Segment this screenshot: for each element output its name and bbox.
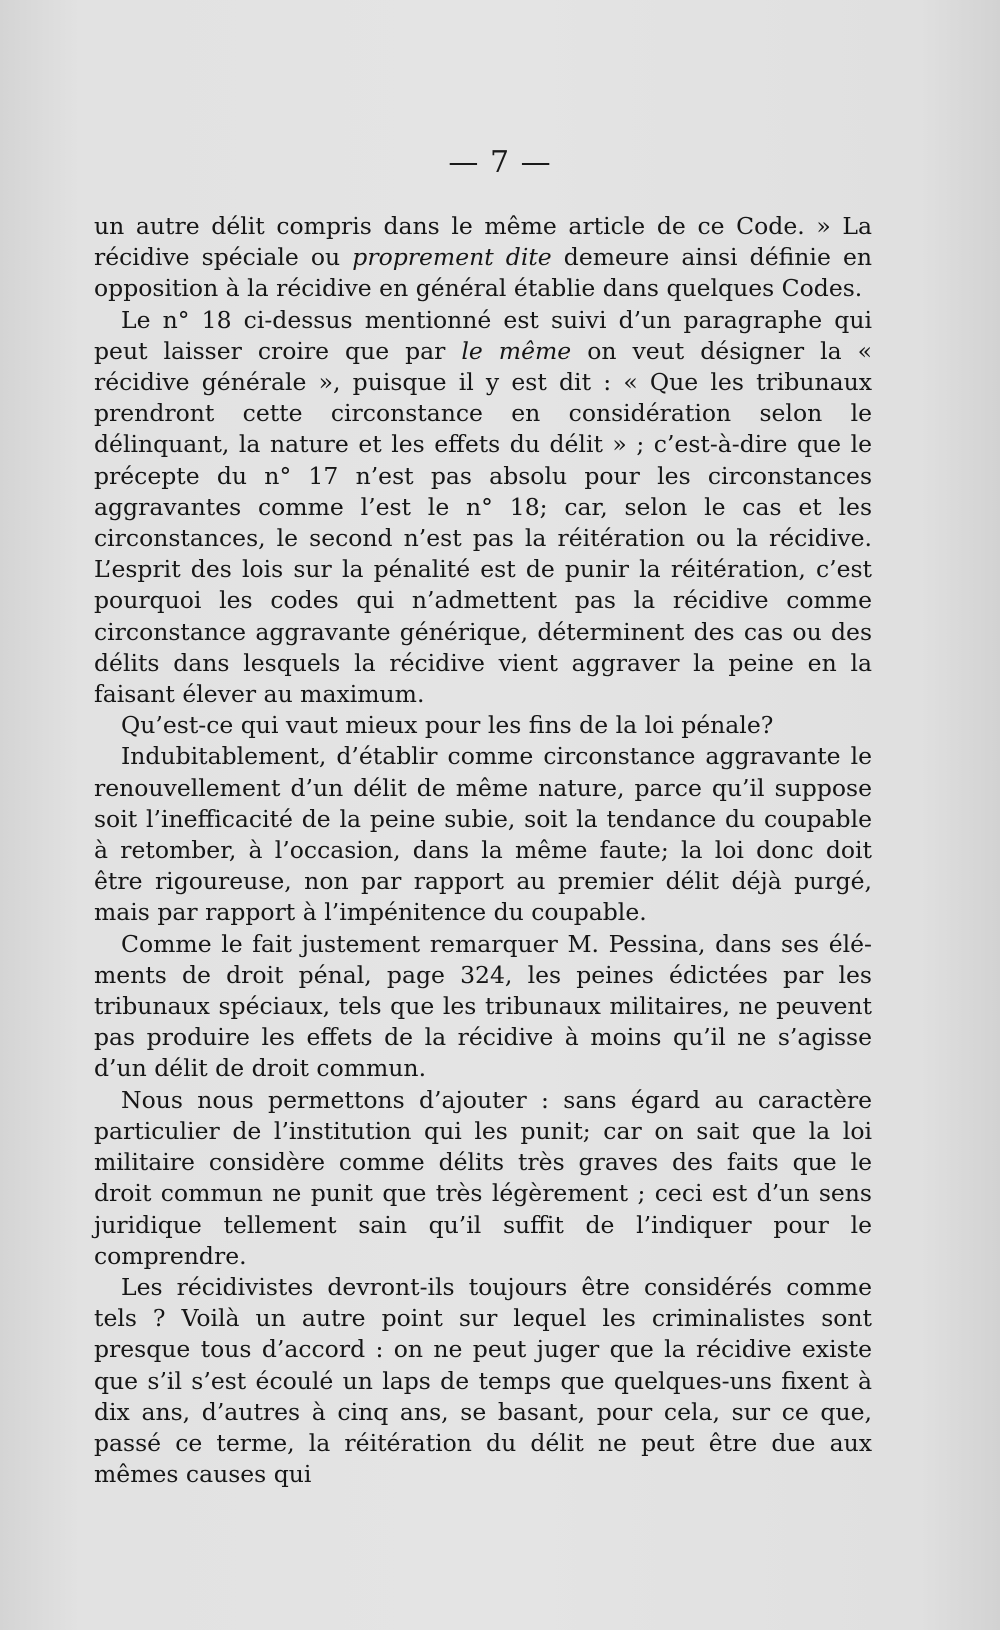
- text-run: Les récidivistes devront-ils toujours être considérés comme tels ? Voilà un autre point sur lequel les criminalistes sont presque tous d’accord : on ne peut juger que la récidive existe que s’il s’est écoulé un laps de temps que quelques-uns fixent à dix ans, d’autres à cinq ans, se basant, pour cela, sur ce que, passé ce terme, la réitération du délit ne peut être due aux mêmes causes qui: [94, 1272, 872, 1489]
- text-run: Comme le fait justement remarquer M. Pessina, dans ses éléments de droit pénal, page 324, les peines édictées par les tribunaux spéciaux, tels que les tribunaux militaires, ne peuvent pas produire les effets de la récidive à moins qu’il ne s’agisse d’un délit de droit commun.: [94, 929, 872, 1083]
- paragraph: [94, 929, 872, 1085]
- paragraph: [94, 211, 872, 305]
- paragraph: [94, 741, 872, 928]
- paragraph: [94, 710, 872, 741]
- paragraph: [94, 305, 872, 711]
- text-run: Nous nous permettons d’ajouter : sans égard au caractère particulier de l’institution qui les punit; car on sait que la loi militaire considère comme délits très graves des faits que le droit commun ne punit que très légèrement ; ceci est d’un sens juridique tellement sain qu’il suffit de l’indiquer pour le comprendre.: [94, 1085, 872, 1270]
- body-text: [94, 211, 872, 1490]
- paragraph: [94, 1272, 872, 1490]
- page-number: — 7 —: [448, 145, 552, 180]
- text-run: Le n° 18 ci-dessus mentionné est suivi d’un paragraphe qui peut laisser croire que par: [94, 305, 872, 365]
- text-run: Qu’est-ce qui vaut mieux pour les fins de la loi pénale?: [121, 711, 774, 740]
- text-run: un autre délit compris dans le même article de ce Code. » La récidive spéciale ou: [94, 212, 872, 272]
- italic-text: le même: [461, 336, 572, 365]
- text-run: demeure ainsi définie en opposition à la récidive en général établie dans quelques Codes.: [94, 243, 873, 303]
- text-run: on veut désigner la « récidive générale », puisque il y est dit : « Que les tribunaux prendront cette circonstance en considération selon le délinquant, la nature et les effets du délit » ; c’est-à-dire que le précepte du n° 17 n’est pas absolu pour les circonstances aggravantes comme l’est le n° 18; car, selon le cas et les circonstances, le second n’est pas la réitération ou la récidive. L’esprit des lois sur la pénalité est de punir la réitération, c’est pourquoi les codes qui n’admettent pas la récidive comme circonstance aggravante générique, déterminent des cas ou des délits dans lesquels la récidive vient aggraver la peine en la faisant élever au maximum.: [94, 336, 872, 709]
- paragraph: [94, 1085, 872, 1272]
- text-run: Indubitablement, d’établir comme circonstance aggravante le renouvellement d’un délit de même nature, parce qu’il suppose soit l’inefficacité de la peine subie, soit la tendance du coupable à retomber, à l’occasion, dans la même faute; la loi donc doit être rigoureuse, non par rapport au premier délit déjà purgé, mais par rapport à l’impénitence du coupable.: [94, 742, 872, 927]
- italic-text: proprement dite: [352, 243, 552, 272]
